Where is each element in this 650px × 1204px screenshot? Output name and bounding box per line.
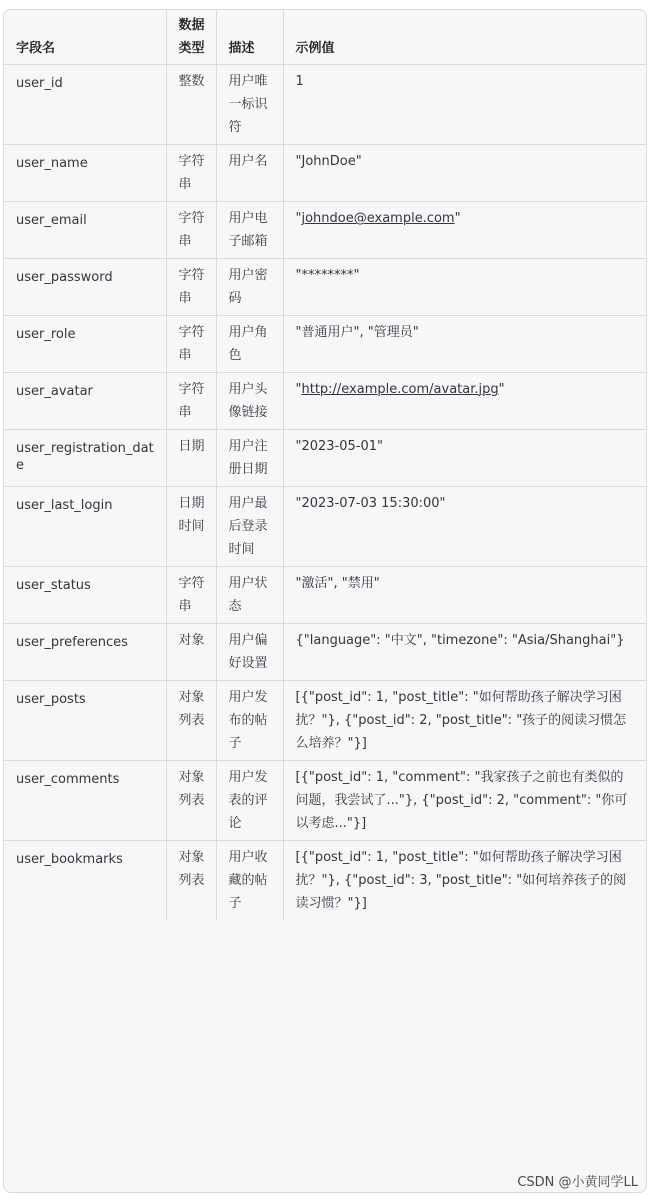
table-row: [4, 681, 646, 761]
cell-data-type: 日期: [166, 430, 216, 487]
cell-example: "********": [283, 259, 646, 316]
field-table: [4, 10, 646, 920]
cell-field-name: user_registration_date: [4, 430, 166, 487]
cell-description: 用户唯一标识符: [216, 65, 283, 145]
cell-data-type: 字符串: [166, 316, 216, 373]
cell-field-name: user_role: [4, 316, 166, 373]
cell-field-name: user_email: [4, 202, 166, 259]
quote-open: ": [295, 211, 302, 226]
cell-data-type: 字符串: [166, 567, 216, 624]
cell-field-name: user_bookmarks: [4, 841, 166, 921]
cell-field-name: user_id: [4, 65, 166, 145]
cell-description: 用户密码: [216, 259, 283, 316]
cell-field-name: user_avatar: [4, 373, 166, 430]
cell-data-type: 字符串: [166, 259, 216, 316]
cell-field-name: user_posts: [4, 681, 166, 761]
cell-example: 1: [283, 65, 646, 145]
table-row: [4, 373, 646, 430]
table-row: [4, 761, 646, 841]
cell-field-name: user_preferences: [4, 624, 166, 681]
header-description: 描述: [216, 10, 283, 65]
cell-description: 用户名: [216, 145, 283, 202]
cell-description: 用户状态: [216, 567, 283, 624]
cell-description: 用户最后登录时间: [216, 487, 283, 567]
avatar-url-link[interactable]: http://example.com/avatar.jpg: [301, 382, 499, 397]
cell-data-type: 对象列表: [166, 761, 216, 841]
header-example: 示例值: [283, 10, 646, 65]
table-row: [4, 202, 646, 259]
table-container: [3, 9, 647, 1193]
csdn-watermark: CSDN @小黄同学LL: [517, 1175, 638, 1190]
cell-example: [{"post_id": 1, "post_title": "如何帮助孩子解决学习困扰？"}, {"post_id": 2, "post_title": "孩子的阅读习惯怎么培养？"}]: [283, 681, 646, 761]
cell-example: "2023-05-01": [283, 430, 646, 487]
table-row: [4, 624, 646, 681]
quote-close: ": [454, 211, 461, 226]
cell-field-name: user_password: [4, 259, 166, 316]
cell-data-type: 对象列表: [166, 841, 216, 921]
cell-description: 用户发表的评论: [216, 761, 283, 841]
cell-example: "JohnDoe": [283, 145, 646, 202]
cell-example: {"language": "中文", "timezone": "Asia/Shanghai"}: [283, 624, 646, 681]
header-field-name: 字段名: [4, 10, 166, 65]
cell-data-type: 字符串: [166, 145, 216, 202]
cell-description: 用户头像链接: [216, 373, 283, 430]
cell-description: 用户收藏的帖子: [216, 841, 283, 921]
cell-example: [{"post_id": 1, "post_title": "如何帮助孩子解决学习困扰？"}, {"post_id": 3, "post_title": "如何培养孩子的阅读习惯？"}]: [295, 850, 627, 911]
cell-example: "2023-07-03 15:30:00": [283, 487, 646, 567]
table-row: [4, 487, 646, 567]
cell-data-type: 对象: [166, 624, 216, 681]
quote-open: ": [295, 382, 302, 397]
table-row: [4, 259, 646, 316]
table-row: [4, 316, 646, 373]
cell-description: 用户偏好设置: [216, 624, 283, 681]
cell-data-type: 对象列表: [166, 681, 216, 761]
cell-description: 用户电子邮箱: [216, 202, 283, 259]
table-row: [4, 145, 646, 202]
quote-close: ": [498, 382, 505, 397]
cell-description: 用户发布的帖子: [216, 681, 283, 761]
cell-example: "激活", "禁用": [283, 567, 646, 624]
cell-data-type: 字符串: [166, 373, 216, 430]
table-header-row: [4, 10, 646, 65]
cell-data-type: 字符串: [166, 202, 216, 259]
table-row: [4, 841, 646, 921]
cell-example: "普通用户", "管理员": [283, 316, 646, 373]
cell-description: 用户注册日期: [216, 430, 283, 487]
cell-field-name: user_status: [4, 567, 166, 624]
cell-data-type: 日期时间: [166, 487, 216, 567]
table-row: [4, 567, 646, 624]
email-link[interactable]: johndoe@example.com: [301, 211, 455, 226]
cell-description: 用户角色: [216, 316, 283, 373]
table-row: [4, 430, 646, 487]
cell-example: [{"post_id": 1, "comment": "我家孩子之前也有类似的问题，我尝试了..."}, {"post_id": 2, "comment": "你可以考虑..."}]: [283, 761, 646, 841]
cell-field-name: user_comments: [4, 761, 166, 841]
cell-data-type: 整数: [166, 65, 216, 145]
header-data-type: 数据类型: [166, 10, 216, 65]
cell-field-name: user_name: [4, 145, 166, 202]
cell-example: [283, 202, 646, 259]
table-row: [4, 65, 646, 145]
cell-example: [283, 373, 646, 430]
cell-field-name: user_last_login: [4, 487, 166, 567]
